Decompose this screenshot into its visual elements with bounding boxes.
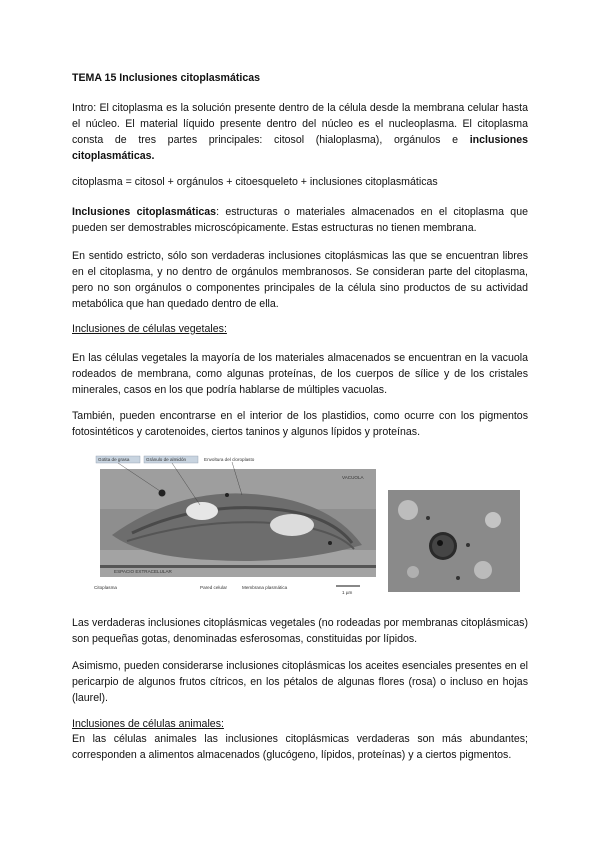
definition-text: : estructuras o materiales almacenados en el citoplasma que pueden ser demostrables microscópicamente. Estas estructuras no tienen membrana. [72, 206, 528, 234]
plant-paragraph-2: También, pueden encontrarse en el interior de los plastidios, como ocurre con los pigmentos fotosintéticos y carotenoides, ciertos taninos y algunos lípidos y proteínas. [72, 410, 528, 438]
page-title: TEMA 15 Inclusiones citoplasmáticas [72, 72, 261, 84]
animal-paragraph-1: En las células animales las inclusiones citoplásmicas verdaderas son más abundantes; corresponden a alimentos almacenados (glucógeno, lípidos, proteínas) y a ciertos pigmentos. [72, 733, 528, 761]
label-vacuole: VACUOLA [342, 475, 364, 480]
intro-paragraph [72, 100, 528, 164]
chloroplast-micrograph [92, 455, 382, 605]
plant-paragraph-1: En las células vegetales la mayoría de los materiales almacenados se encuentran en la vacuola rodeados de membrana, como algunas proteínas, de los cuerpos de sílice y de los cristales minerales, casos en los que podría hablarse de múltiples vacuolas. [72, 352, 528, 396]
label-cytoplasm: Citoplasma [94, 585, 117, 590]
cell-wall-band [100, 565, 376, 568]
plant-paragraph-4: Asimismo, pueden considerarse inclusiones citoplásmicas los aceites esenciales presentes en el pericarpio de algunos frutos cítricos, en los pétalos de algunas flores (rosa) o incluso en hojas (laurel). [72, 660, 528, 704]
cell-micrograph [388, 490, 520, 592]
label-cell-wall: Pared celular [200, 585, 228, 590]
plant-section-heading: Inclusiones de células vegetales: [72, 323, 227, 335]
label-extracellular-space: ESPACIO EXTRACELULAR [114, 569, 172, 574]
label-plasma-membrane: Membrana plasmática [242, 585, 288, 590]
animal-section-heading: Inclusiones de células animales: [72, 718, 224, 730]
label-starch-granule: Gránulo de almidón [146, 457, 187, 462]
intro-text: Intro: El citoplasma es la solución presente dentro de la célula desde la membrana celular hasta el núcleo. El material líquido presente dentro del núcleo es el nucleoplasma. El citoplasma consta de tres partes principales: citosol (hialoplasma), orgánulos e [72, 102, 528, 146]
formula-line: citoplasma = citosol + orgánulos + citoesqueleto + inclusiones citoplasmáticas [72, 176, 438, 188]
definition-paragraph [72, 204, 528, 236]
label-scale-bar: 1 µm [342, 590, 353, 595]
label-chloroplast-envelope: Envoltura del cloroplasto [204, 457, 255, 462]
plant-paragraph-3: Las verdaderas inclusiones citoplásmicas vegetales (no rodeadas por membranas citoplásmicas) son pequeñas gotas, denominadas esferosomas, constituidas por lípidos. [72, 617, 528, 645]
label-lipid-droplet: Gotita de grasa [98, 457, 130, 462]
starch-granule-1 [186, 502, 218, 520]
definition-term: Inclusiones citoplasmáticas [72, 206, 217, 218]
starch-granule-2 [270, 514, 314, 536]
strict-paragraph: En sentido estricto, sólo son verdaderas inclusiones citoplásmicas las que se encuentran libres en el citoplasma, y no dentro de orgánulos membranosos. Se consideran parte del citoplasma, pero no son orgánulos o componentes principales de la célula sino productos de su actividad metabólica que han quedado dentro de ella. [72, 250, 528, 310]
intro-bold-term: inclusiones citoplasmáticas. [72, 134, 528, 162]
